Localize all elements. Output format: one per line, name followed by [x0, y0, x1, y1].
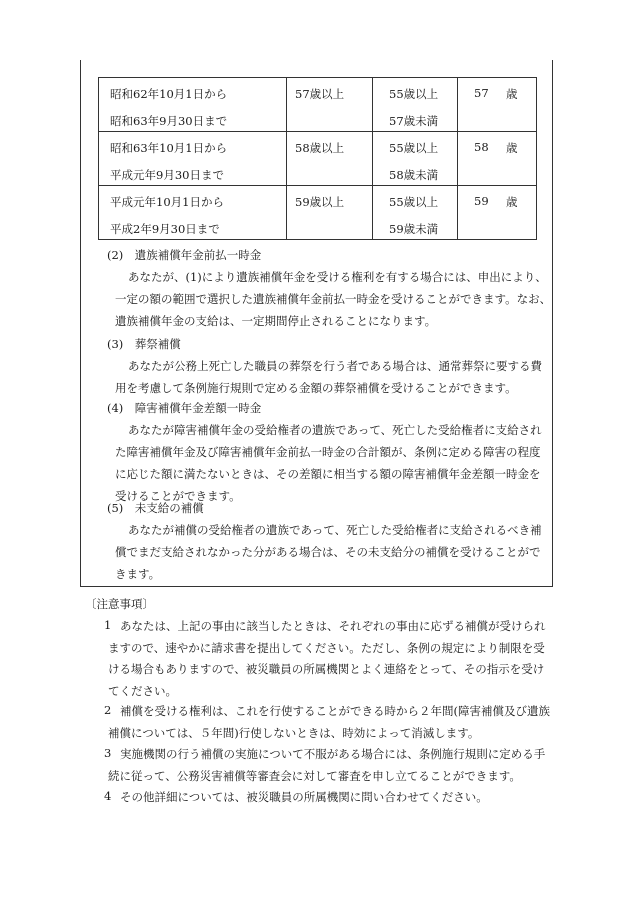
note-text-line: 続に従って、公務災害補償等審査会に対して審査を申し立てることができます。: [108, 768, 521, 783]
age-value: 57: [474, 86, 489, 100]
section-text-line: 受けることができます。: [115, 489, 241, 503]
age-range-from: 55歳以上: [389, 87, 439, 101]
table-row: [99, 132, 537, 186]
section-text-line: 一定の額の範囲で選択した遺族補償年金前払一時金を受けることができます。なお、: [115, 292, 552, 306]
age-unit: 歳: [506, 141, 518, 155]
note-number: 1: [104, 618, 112, 632]
age-range-to: 57歳未満: [389, 114, 439, 128]
section-text-line: 用を考慮して条例施行規則で定める金額の葬祭補償を受けることができます。: [115, 381, 517, 395]
note-text-line: てください。: [108, 683, 177, 698]
note-number: 2: [104, 703, 112, 717]
section-heading: (4) 障害補償年金差額一時金: [107, 401, 262, 415]
period-start: 平成元年10月1日から: [110, 195, 224, 209]
section-heading: (5) 未支給の補償: [107, 501, 204, 515]
age-value: 59: [474, 194, 489, 208]
age-min: 59歳以上: [295, 195, 345, 209]
age-range-from: 55歳以上: [389, 141, 439, 155]
age-range-to: 58歳未満: [389, 168, 439, 182]
note-number: 4: [104, 789, 112, 803]
section-text-line: きます。: [115, 567, 161, 581]
notes-title: 〔注意事項〕: [85, 597, 154, 611]
table-row: [99, 78, 537, 132]
period-end: 昭和63年9月30日まで: [110, 114, 228, 128]
note-number: 3: [104, 746, 112, 760]
age-range-to: 59歳未満: [389, 222, 439, 236]
note-text-line: ける場合もありますので、被災職員の所属機関とよく連絡をとって、その指示を受け: [108, 662, 545, 676]
note-text-line: 実施機関の行う補償の実施について不服がある場合には、条例施行規則に定める手: [120, 747, 546, 761]
age-unit: 歳: [506, 195, 518, 209]
age-value: 58: [474, 140, 489, 154]
age-table: [98, 77, 537, 240]
note-text-line: 補償については、５年間)行使しないときは、時効によって消滅します。: [108, 725, 480, 740]
age-min: 57歳以上: [295, 87, 345, 101]
note-text-line: その他詳細については、被災職員の所属機関に問い合わせてください。: [120, 790, 488, 804]
note-text-line: 補償を受ける権利は、これを行使することができる時から２年間(障害補償及び遺族: [120, 704, 550, 718]
age-min: 58歳以上: [295, 141, 345, 155]
age-unit: 歳: [506, 87, 518, 101]
section-text-line: 償でまだ支給されなかった分がある場合は、その未支給分の補償を受けることがで: [115, 545, 541, 559]
period-end: 平成元年9月30日まで: [110, 168, 224, 182]
section-text-line: 遺族補償年金の支給は、一定期間停止されることになります。: [115, 314, 437, 328]
note-text-line: ますので、速やかに請求書を提出してください。ただし、条例の規定により制限を受: [108, 640, 545, 655]
section-text-line: あなたが公務上死亡した職員の葬祭を行う者である場合は、通常葬祭に要する費: [128, 359, 542, 373]
period-end: 平成2年9月30日まで: [110, 222, 220, 236]
section-heading: (3) 葬祭補償: [107, 337, 181, 351]
section-text-line: あなたが障害補償年金の受給権者の遺族であって、死亡した受給権者に支給され: [128, 423, 542, 437]
section-text-line: あなたが補償の受給権者の遺族であって、死亡した受給権者に支給されるべき補: [128, 523, 542, 537]
table-row: [99, 186, 537, 240]
section-heading: (2) 遺族補償年金前払一時金: [107, 248, 262, 262]
section-text-line: あなたが、(1)により遺族補償年金を受ける権利を有する場合には、申出により、: [128, 270, 547, 284]
period-start: 昭和62年10月1日から: [110, 87, 228, 101]
section-text-line: に応じた額に満たないときは、その差額に相当する額の障害補償年金差額一時金を: [115, 467, 541, 481]
note-text-line: あなたは、上記の事由に該当したときは、それぞれの事由に応ずる補償が受けられ: [120, 619, 546, 633]
age-range-from: 55歳以上: [389, 195, 439, 209]
period-start: 昭和63年10月1日から: [110, 141, 228, 155]
section-text-line: た障害補償年金及び障害補償年金前払一時金の合計額が、条例に定める障害の程度: [115, 445, 541, 459]
